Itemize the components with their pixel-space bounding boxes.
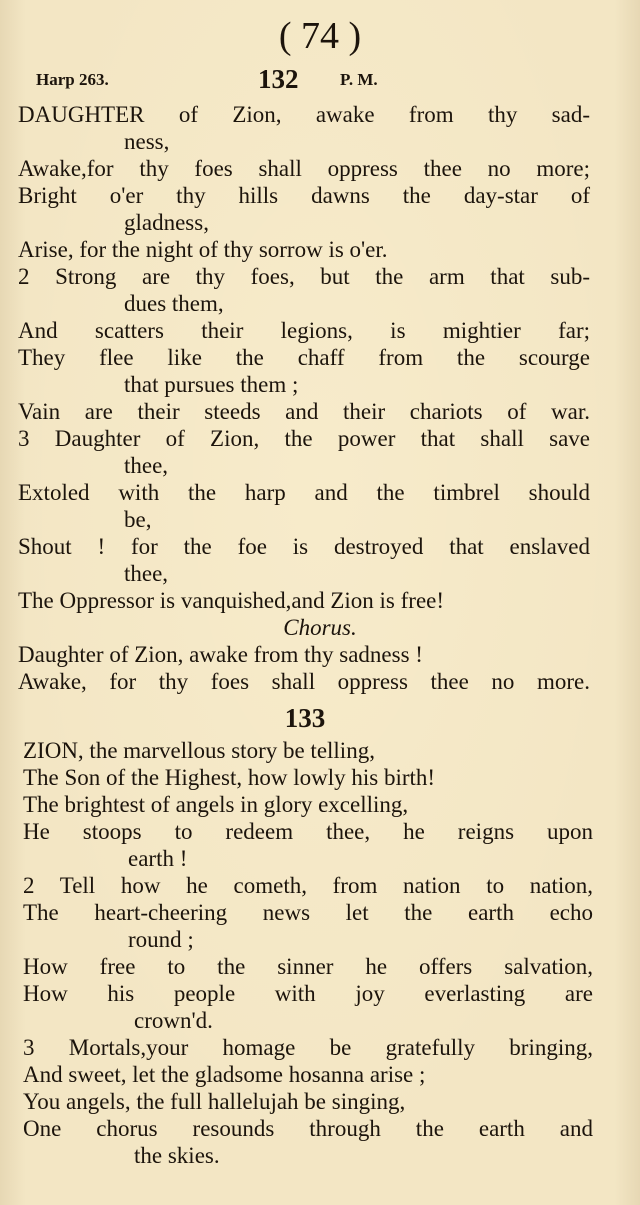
chorus-line: Daughter of Zion, awake from thy sadness ! [18,642,423,667]
hymn-number: 132 [258,64,299,94]
harp-reference: Harp 263. [36,70,109,89]
verse-line: How free to the sinner he offers salvation, [23,954,593,979]
verse-line: 3 Mortals,your homage be gratefully bringing, [23,1035,593,1060]
verse-line: earth ! [128,846,188,871]
verse-line: Arise, for the night of thy sorrow is o'er. [18,237,388,262]
verse-line: And scatters their legions, is mightier far; [18,318,590,343]
verse-line: that pursues them ; [124,372,299,397]
verse-line: gladness, [124,210,209,235]
verse-line: dues them, [124,291,224,316]
verse-line: How his people with joy everlasting are [23,981,593,1006]
verse-line: One chorus resounds through the earth and [23,1116,593,1141]
verse-line: crown'd. [134,1008,213,1033]
verse-line: Shout ! for the foe is destroyed that enslaved [18,534,590,559]
meter-label: P. M. [340,70,378,89]
verse-line: ness, [124,129,170,154]
verse-line: 2 Strong are thy foes, but the arm that sub- [18,264,590,289]
verse-line: They flee like the chaff from the scourge [18,345,590,370]
verse-line: The Oppressor is vanquished,and Zion is free! [18,588,445,613]
verse-line: round ; [128,927,194,952]
verse-line: The brightest of angels in glory excelling, [23,792,409,817]
chorus-line: Awake, for thy foes shall oppress thee no more. [18,669,590,694]
verse-line: DAUGHTER of Zion, awake from thy sad- [18,102,590,127]
hymn-132-header [0,66,640,96]
verse-line: Extoled with the harp and the timbrel should [18,480,590,505]
verse-line: thee, [124,453,169,478]
verse-line: Vain are their steeds and their chariots of war. [18,399,590,424]
verse-line: 3 Daughter of Zion, the power that shall save [18,426,590,451]
verse-line: And sweet, let the gladsome hosanna arise ; [23,1062,426,1087]
verse-line: He stoops to redeem thee, he reigns upon [23,819,593,844]
verse-line: ZION, the marvellous story be telling, [23,738,375,763]
chorus-label: Chorus. [283,615,357,640]
verse-line: Awake,for thy foes shall oppress thee no more; [18,156,590,181]
verse-line: be, [124,507,152,532]
hymn-number: 133 [284,703,326,733]
verse-line: The Son of the Highest, how lowly his birth! [23,765,436,790]
verse-line: Bright o'er thy hills dawns the day-star of [18,183,590,208]
verse-line: The heart-cheering news let the earth echo [23,900,593,925]
verse-line: thee, [124,561,169,586]
page-number: ( 74 ) [278,15,362,57]
verse-line: 2 Tell how he cometh, from nation to nation, [23,873,593,898]
verse-line: You angels, the full hallelujah be singing, [23,1089,406,1114]
verse-line: the skies. [134,1143,220,1168]
